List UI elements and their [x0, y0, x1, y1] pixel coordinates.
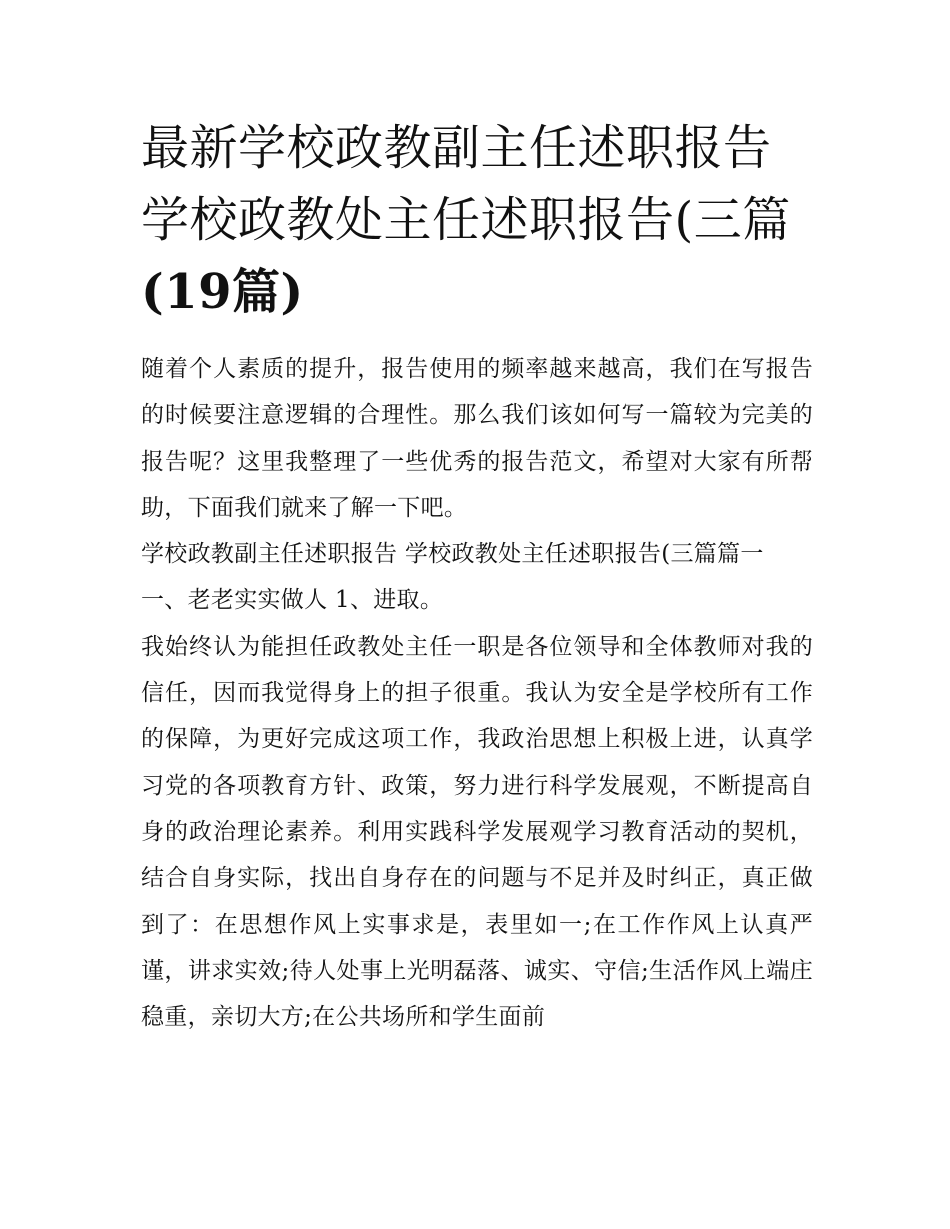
- document-body: [141, 346, 813, 1040]
- document-page: [141, 112, 813, 1040]
- subsection-heading: 一、老老实实做人 1、进取。: [141, 587, 444, 614]
- intro-paragraph: 随着个人素质的提升，报告使用的频率越来越高，我们在写报告的时候要注意逻辑的合理性。那么我们该如何写一篇较为完美的报告呢？这里我整理了一些优秀的报告范文，希望对大家有所帮助，下面我们就来了解一下吧。: [141, 356, 813, 521]
- document-title: [141, 112, 813, 328]
- title-line-2: 学校政教处主任述职报告(三篇: [141, 192, 791, 248]
- title-line-1: 最新学校政教副主任述职报告: [141, 120, 772, 176]
- title-line-3: (19篇): [141, 264, 304, 320]
- section-heading: 学校政教副主任述职报告 学校政教处主任述职报告(三篇篇一: [141, 541, 764, 568]
- body-paragraph: 我始终认为能担任政教处主任一职是各位领导和全体教师对我的信任，因而我觉得身上的担子很重。我认为安全是学校所有工作的保障，为更好完成这项工作，我政治思想上积极上进，认真学习党的各项教育方针、政策，努力进行科学发展观，不断提高自身的政治理论素养。利用实践科学发展观学习教育活动的契机，结合自身实际，找出自身存在的问题与不足并及时纠正，真正做到了：在思想作风上实事求是，表里如一;在工作作风上认真严谨，讲求实效;待人处事上光明磊落、诚实、守信;生活作风上端庄稳重，亲切大方;在公共场所和学生面前: [141, 633, 813, 1031]
